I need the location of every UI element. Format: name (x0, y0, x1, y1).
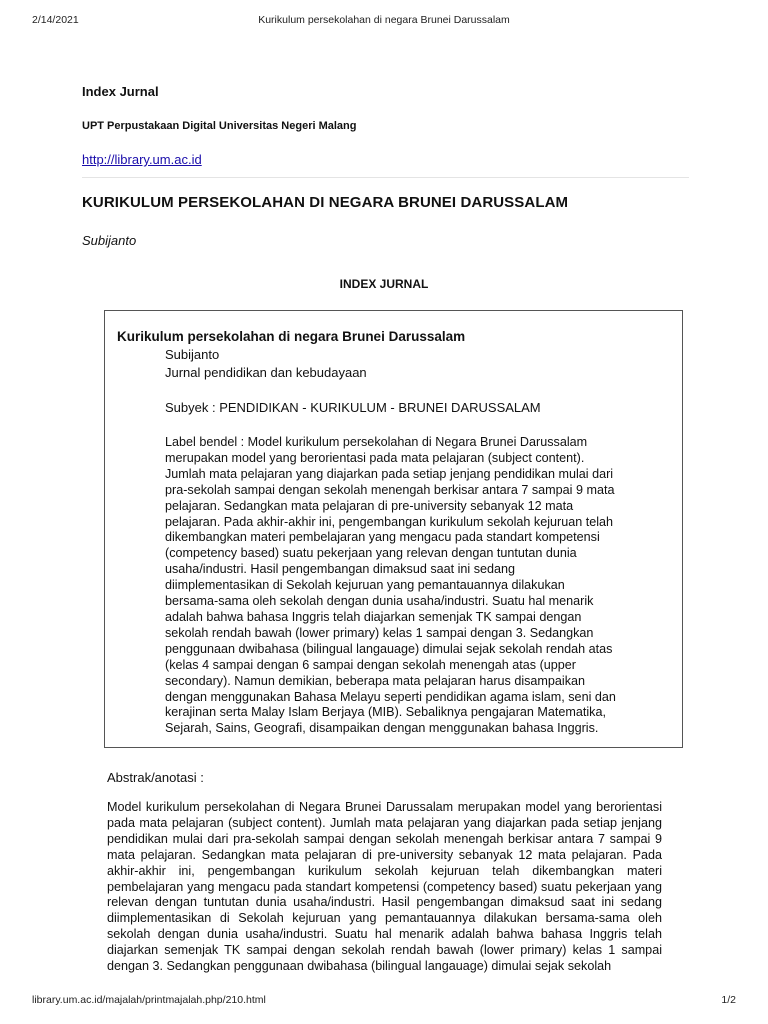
entry-label-text (165, 435, 665, 737)
print-date: 2/14/2021 (32, 14, 79, 26)
library-link[interactable]: http://library.um.ac.id (82, 152, 202, 167)
section-heading: INDEX JURNAL (339, 277, 429, 291)
print-page-title: Kurikulum persekolahan di negara Brunei Darussalam (258, 14, 510, 26)
page-number: 1/2 (721, 994, 736, 1006)
entry-journal: Jurnal pendidikan dan kebudayaan (165, 365, 367, 380)
label-line: Label bendel : Model kurikulum persekolahan di Negara Brunei Darussalam (165, 435, 588, 449)
label-line: dikembangkan materi pembelajaran yang mengacu pada standart kompetensi (165, 530, 600, 545)
label-line: pra-sekolah sampai dengan sekolah menengah berkisar antara 7 sampai 9 mata (165, 482, 615, 497)
label-line: pelajaran. Sedangkan mata pelajaran di pre-university sebanyak 12 mata (165, 498, 574, 513)
label-line: Sejarah, Sains, Geografi, disampaikan dengan menggunakan bahasa Inggris. (165, 721, 599, 736)
entry-subject: Subyek : PENDIDIKAN - KURIKULUM - BRUNEI DARUSSALAM (165, 400, 541, 415)
site-subtitle: UPT Perpustakaan Digital Universitas Negeri Malang (82, 120, 357, 132)
entry-author: Subijanto (165, 347, 220, 362)
article-title: KURIKULUM PERSEKOLAHAN DI NEGARA BRUNEI DARUSSALAM (82, 194, 569, 211)
label-line: (competency based) suatu pekerjaan yang relevan dengan tuntutan dunia (165, 546, 577, 561)
abstract-body: Model kurikulum persekolahan di Negara Brunei Darussalam merupakan model yang berorientasi pada mata pelajaran (subject content). Jumlah mata pelajaran yang diajarkan pada setiap jenjang pendidikan mulai dari pra-sekolah sampai dengan sekolah menengah berkisar antara 7 sampai 9 mata pelajaran. Sedangkan mata pelajaran di pre-university sebanyak 12 mata pelajaran. Pada akhir-akhir ini, pengembangan kurikulum sekolah kejuruan telah dikembangkan materi pembelajaran yang mengacu pada standart kompetensi (competency based) suatu pekerjaan yang relevan dengan tuntutan dunia usaha/industri. Hasil pengembangan dimaksud saat ini sedang diimplementasikan di Sekolah kejuruan yang pemantauannya dilakukan bersama-sama oleh sekolah dengan dunia usaha/industri. Suatu hal menarik adalah bahwa bahasa Inggris telah diajarkan semenjak TK sampai dengan sekolah rendah bawah (lower primary) kelas 1 sampai dengan 3. Sedangkan penggunaan dwibahasa (bilingual langauage) dimulai sejak sekolah (107, 800, 662, 974)
label-line: dengan menggunakan Bahasa Melayu seperti pendidikan agama islam, seni dan (165, 689, 616, 704)
abstract-heading: Abstrak/anotasi : (107, 770, 204, 785)
divider (82, 177, 689, 178)
label-line: kerajinan serta Malay Islam Berjaya (MIB). Sebaliknya pengajaran Matematika, (165, 705, 606, 720)
label-line: bersama-sama oleh sekolah dengan dunia usaha/industri. Suatu hal menarik (165, 594, 594, 609)
label-line: pelajaran. Pada akhir-akhir ini, pengembangan kurikulum sekolah kejuruan telah (165, 514, 614, 529)
label-line: usaha/industri. Hasil pengembangan dimaksud saat ini sedang (165, 562, 516, 577)
label-line: sekolah rendah bawah (lower primary) kelas 1 sampai dengan 3. Sedangkan (165, 625, 594, 640)
label-line: penggunaan dwibahasa (bilingual langauage) dimulai sejak sekolah rendah atas (165, 641, 613, 656)
print-footer-url: library.um.ac.id/majalah/printmajalah.php/210.html (32, 994, 266, 1006)
label-line: secondary). Namun demikian, beberapa mata pelajaran harus disampaikan (165, 673, 586, 688)
label-line: merupakan model yang berorientasi pada mata pelajaran (subject content). (165, 450, 585, 465)
index-entry-box (104, 310, 683, 748)
site-title: Index Jurnal (82, 84, 159, 99)
entry-title: Kurikulum persekolahan di negara Brunei Darussalam (117, 329, 466, 344)
label-line: adalah bahwa bahasa Inggris telah diajarkan semenjak TK sampai dengan (165, 609, 582, 624)
label-line: (kelas 4 sampai dengan 6 sampai dengan sekolah menengah atas (upper (165, 657, 576, 672)
label-line: Jumlah mata pelajaran yang diajarkan pada setiap jenjang pendidikan mulai dari (165, 466, 614, 481)
article-author: Subijanto (82, 233, 137, 248)
label-line: diimplementasikan di Sekolah kejuruan yang pemantauannya dilakukan (165, 578, 565, 593)
